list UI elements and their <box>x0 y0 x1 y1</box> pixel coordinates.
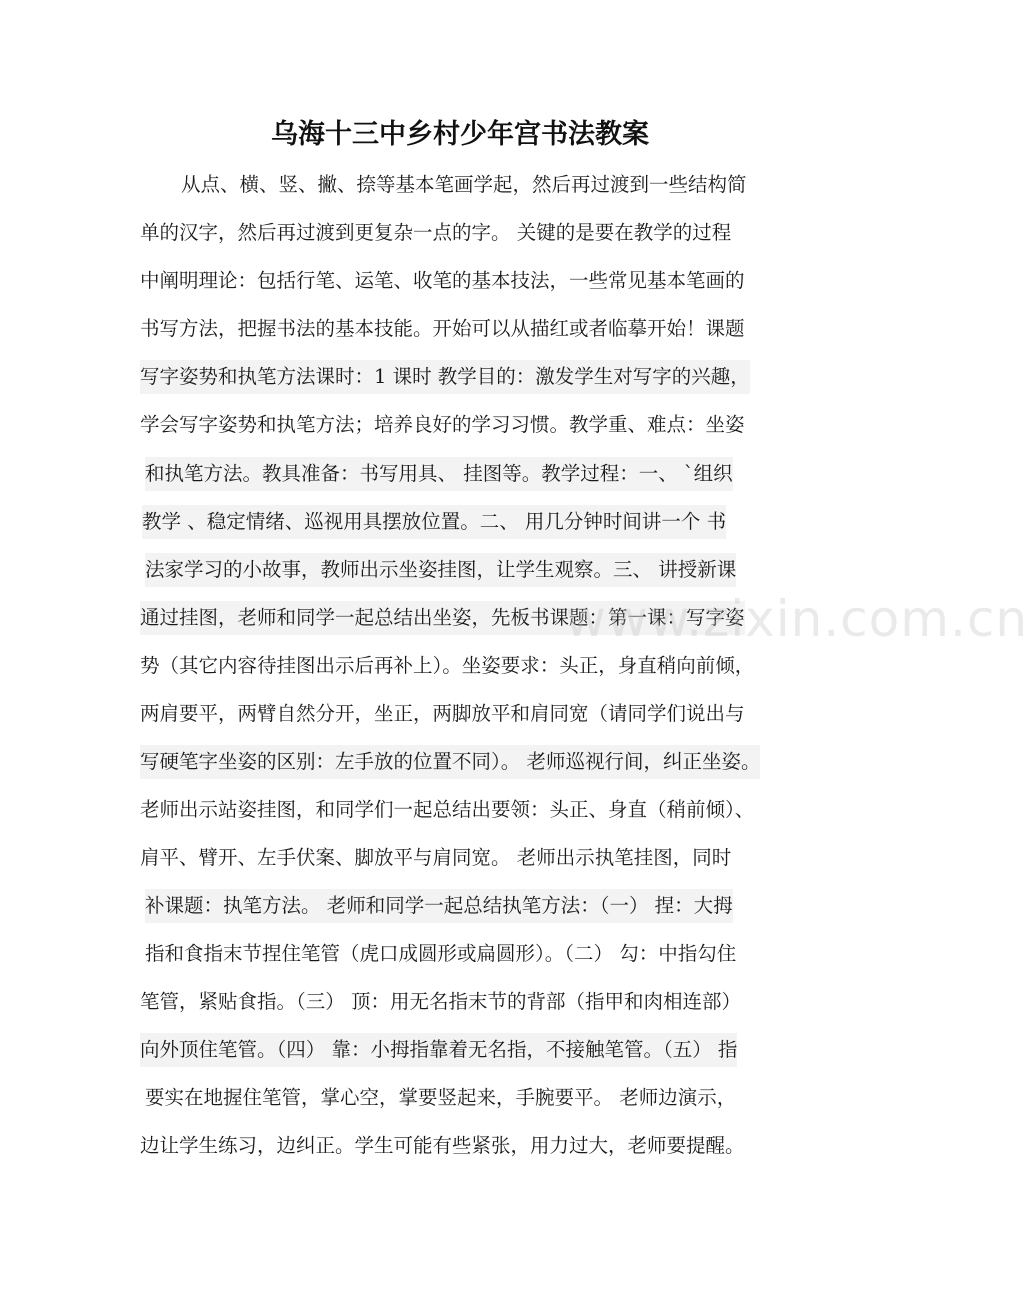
paragraph-line: 补课题：执笔方法。 老师和同学一起总结执笔方法：（一） 捏：大拇 <box>145 889 733 923</box>
paragraph-line: 笔管，紧贴食指。（三） 顶：用无名指末节的背部（指甲和肉相连部） <box>140 990 741 1013</box>
watermark: www.zixin.com.cn <box>565 590 1028 648</box>
paragraph-line: 从点、横、竖、撇、捺等基本笔画学起，然后再过渡到一些结构简 <box>181 173 747 196</box>
paragraph-line: 学会写字姿势和执笔方法；培养良好的学习习惯。教学重、难点：坐姿 <box>140 413 745 436</box>
paragraph-line: 法家学习的小故事，教师出示坐姿挂图，让学生观察。三、 讲授新课 <box>145 553 736 587</box>
paragraph-line: 老师出示站姿挂图，和同学们一起总结出要领：头正、身直（稍前倾）、 <box>140 798 755 821</box>
page-title: 乌海十三中乡村少年宫书法教案 <box>271 119 649 150</box>
paragraph-line: 书写方法，把握书法的基本技能。开始可以从描红或者临摹开始！课题 <box>140 317 745 340</box>
paragraph-line: 要实在地握住笔管，掌心空，掌要竖起来，手腕要平。 老师边演示， <box>145 1086 737 1109</box>
paragraph-line: 势（其它内容待挂图出示后再补上）。坐姿要求：头正，身直稍向前倾， <box>140 654 755 677</box>
paragraph-line: 指和食指末节捏住笔管（虎口成圆形或扁圆形）。（二） 勾：中指勾住 <box>145 942 737 965</box>
paragraph-line: 和执笔方法。教具准备：书写用具、 挂图等。教学过程：一、 `组织 <box>145 457 733 491</box>
paragraph-line: 边让学生练习，边纠正。学生可能有些紧张，用力过大，老师要提醒。 <box>140 1134 745 1157</box>
paragraph-line: 向外顶住笔管。（四） 靠：小拇指靠着无名指，不接触笔管。（五） 指 <box>140 1033 737 1067</box>
paragraph-line: 教学 、稳定情绪、巡视用具摆放位置。二、 用几分钟时间讲一个 书 <box>142 505 726 539</box>
paragraph-line: 通过挂图，老师和同学一起总结出坐姿，先板书课题：第一课：写字姿 <box>140 601 745 635</box>
paragraph-line: 单的汉字，然后再过渡到更复杂一点的字。 关键的是要在教学的过程 <box>140 221 732 244</box>
paragraph-line: 两肩要平，两臂自然分开，坐正，两脚放平和肩同宽（请同学们说出与 <box>140 702 745 725</box>
paragraph-line: 写硬笔字坐姿的区别：左手放的位置不同）。 老师巡视行间，纠正坐姿。 <box>140 745 760 779</box>
paragraph-line: 肩平、臂开、左手伏案、脚放平与肩同宽。 老师出示执笔挂图，同时 <box>140 846 732 869</box>
paragraph-line: 写字姿势和执笔方法课时：1 课时 教学目的：激发学生对写字的兴趣， <box>140 360 750 394</box>
paragraph-line: 中阐明理论：包括行笔、运笔、收笔的基本技法，一些常见基本笔画的 <box>140 269 745 292</box>
